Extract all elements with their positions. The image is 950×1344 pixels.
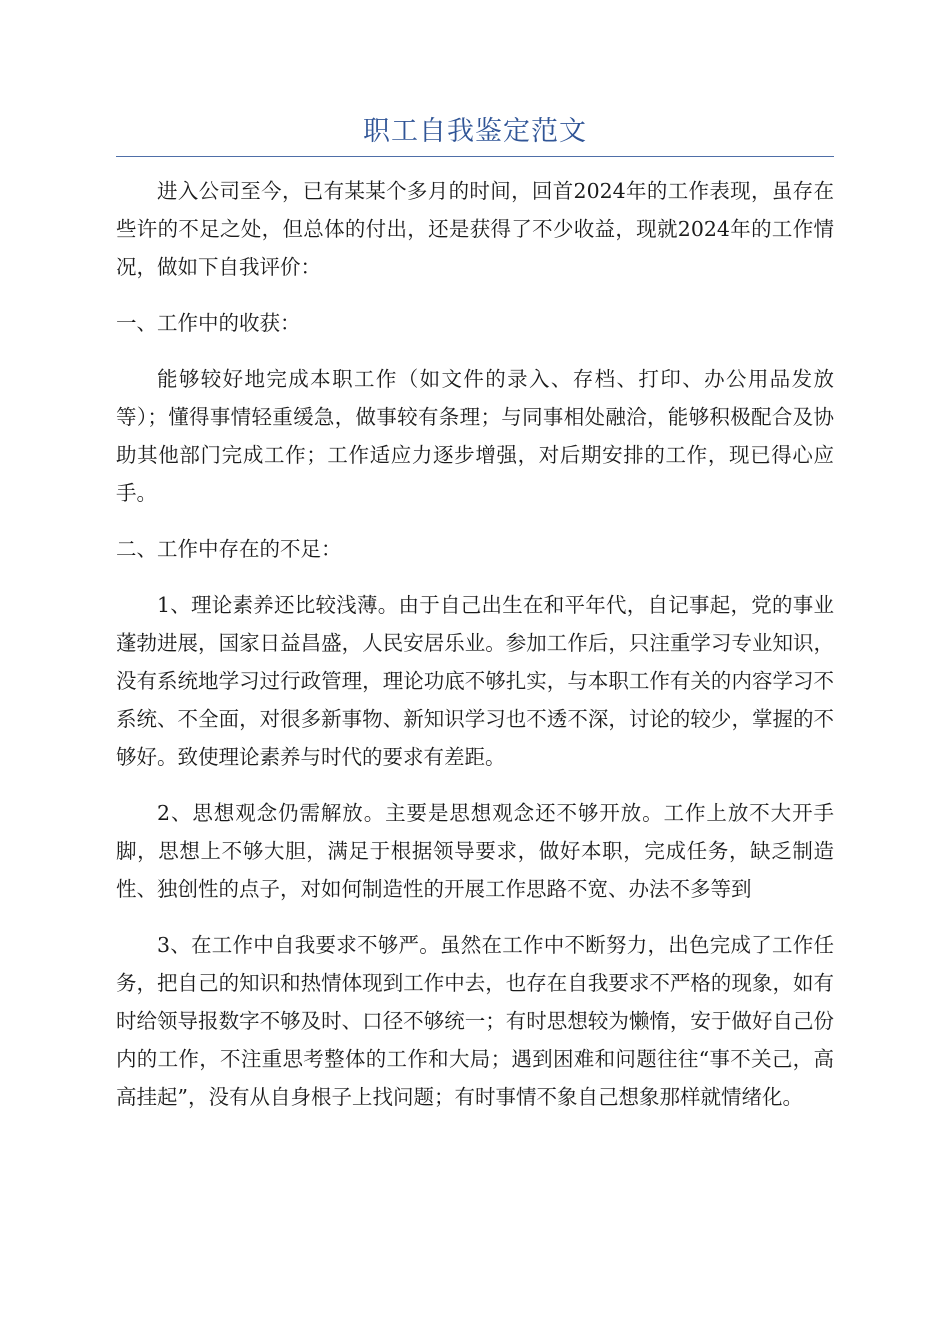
gains-paragraph: 能够较好地完成本职工作（如文件的录入、存档、打印、办公用品发放等）；懂得事情轻重缓急，做事较有条理；与同事相处融洽，能够积极配合及协助其他部门完成工作；工作适应力逐步增强，对后期安排的工作，现已得心应手。 (116, 367, 834, 505)
section-heading-gains: 一、工作中的收获： (116, 311, 301, 335)
title-block (116, 112, 834, 157)
section-heading-shortcomings: 二、工作中存在的不足： (116, 537, 342, 561)
shortcoming-paragraph-2: 2、思想观念仍需解放。主要是思想观念还不够开放。工作上放不大开手脚，思想上不够大胆，满足于根据领导要求，做好本职，完成任务，缺乏制造性、独创性的点子，对如何制造性的开展工作思路不宽、办法不多等到 (116, 801, 834, 901)
shortcoming-paragraph-1: 1、理论素养还比较浅薄。由于自己出生在和平年代，自记事起，党的事业蓬勃进展，国家日益昌盛，人民安居乐业。参加工作后，只注重学习专业知识，没有系统地学习过行政管理，理论功底不够扎实，与本职工作有关的内容学习不系统、不全面，对很多新事物、新知识学习也不透不深，讨论的较少，掌握的不够好。致使理论素养与时代的要求有差距。 (116, 593, 834, 769)
document-body (116, 172, 834, 1134)
intro-paragraph: 进入公司至今，已有某某个多月的时间，回首2024年的工作表现，虽存在些许的不足之处，但总体的付出，还是获得了不少收益，现就2024年的工作情况，做如下自我评价： (116, 179, 834, 279)
shortcoming-paragraph-3: 3、在工作中自我要求不够严。虽然在工作中不断努力，出色完成了工作任务，把自己的知识和热情体现到工作中去，也存在自我要求不严格的现象，如有时给领导报数字不够及时、口径不够统一；有时思想较为懒惰，安于做好自己份内的工作，不注重思考整体的工作和大局；遇到困难和问题往往“事不关己，高高挂起”，没有从自身根子上找问题；有时事情不象自己想象那样就情绪化。 (116, 933, 834, 1109)
document-title: 职工自我鉴定范文 (363, 116, 587, 147)
